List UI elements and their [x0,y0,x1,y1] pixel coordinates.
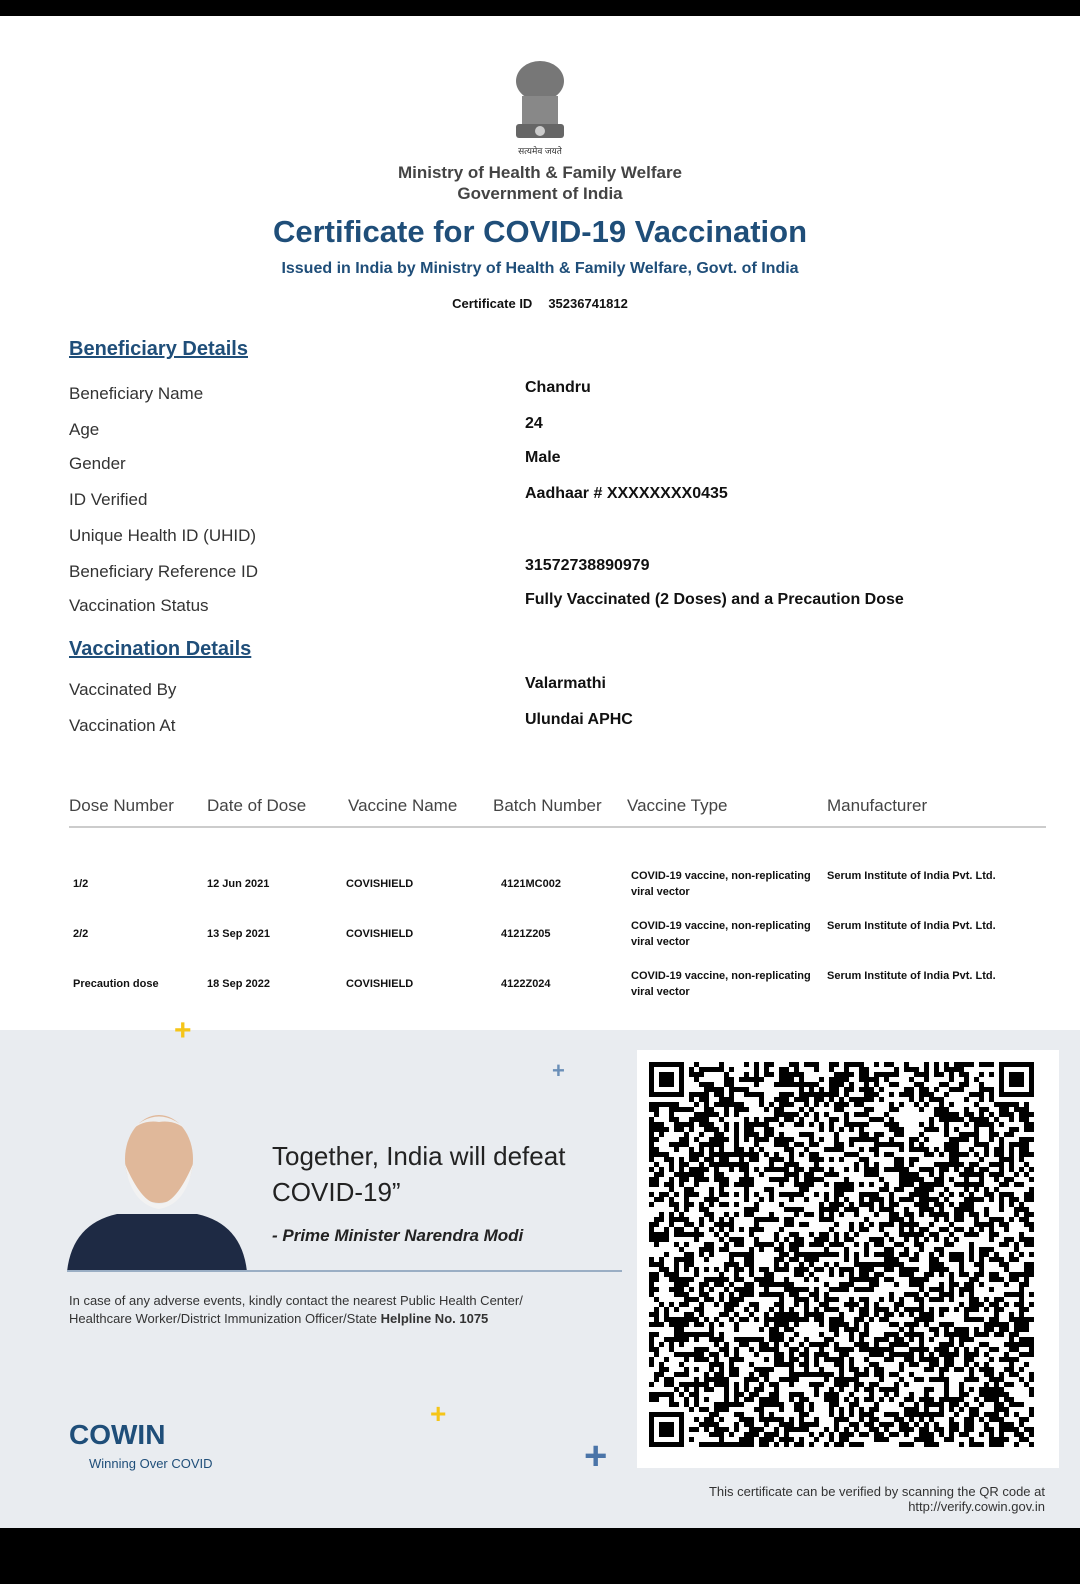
table-cell: 13 Sep 2021 [207,928,270,940]
field-value: Aadhaar # XXXXXXXX0435 [525,485,728,502]
table-divider [69,826,1046,828]
table-cell: 2/2 [73,928,89,940]
table-header: Vaccine Type [627,796,728,815]
plus-icon: + [552,1058,565,1083]
field-label: Age [69,420,100,439]
emblem-motto: सत्यमेव जयते [518,146,562,156]
table-header: Vaccine Name [348,796,458,815]
table-header: Date of Dose [207,796,307,815]
vaccination-heading: Vaccination Details [69,638,252,660]
field-label: Vaccinated By [69,680,177,699]
certificate-id: Certificate ID 35236741812 [452,296,628,311]
table-cell: 1/2 [73,878,89,890]
certificate-subtitle: Issued in India by Ministry of Health & Family Welfare, Govt. of India [281,260,799,277]
table-cell: COVID-19 vaccine, non-replicating viral vector [631,920,811,948]
field-value: Chandru [525,379,591,396]
table-cell: COVID-19 vaccine, non-replicating viral vector [631,870,811,898]
beneficiary-heading: Beneficiary Details [69,338,248,360]
plus-icon: + [174,1014,192,1047]
plus-icon: + [584,1434,608,1478]
table-cell: COVID-19 vaccine, non-replicating viral vector [631,970,811,998]
field-label: Beneficiary Reference ID [69,562,258,581]
field-value: Male [525,449,561,466]
table-cell: Serum Institute of India Pvt. Ltd. [827,920,996,932]
certificate-title: Certificate for COVID-19 Vaccination [272,214,808,249]
ashoka-emblem-icon [510,56,570,156]
ministry-heading: Ministry of Health & Family Welfare Government of India [397,163,683,203]
cowin-tagline: Winning Over COVID [89,1456,213,1471]
qr-code-panel [637,1050,1059,1468]
prime-minister-photo [67,1104,247,1272]
table-cell: Serum Institute of India Pvt. Ltd. [827,970,996,982]
table-cell: 4121MC002 [501,878,561,890]
field-value: Fully Vaccinated (2 Doses) and a Precaution Dose [525,591,904,608]
verify-note: This certificate can be verified by scanning the QR code at http://verify.cowin.gov.in [708,1484,1045,1514]
certificate-page [0,16,1080,1528]
qr-code [637,1050,1059,1468]
field-value: Ulundai APHC [525,711,633,728]
table-cell: Serum Institute of India Pvt. Ltd. [827,870,996,882]
field-label: Unique Health ID (UHID) [69,526,257,545]
field-value: 31572738890979 [525,557,650,574]
plus-icon: + [430,1398,447,1429]
table-cell: COVISHIELD [346,928,414,940]
adverse-events-note: In case of any adverse events, kindly contact the nearest Public Health Center/ Healthcare Worker/District Immunization Officer/State Helpline No. 1075 [69,1293,523,1326]
table-header: Manufacturer [827,796,928,815]
field-label: Beneficiary Name [69,384,204,403]
field-value: Valarmathi [525,675,606,692]
table-cell: Precaution dose [73,978,159,990]
field-label: Gender [69,454,126,473]
table-header: Batch Number [493,796,602,815]
table-cell: 18 Sep 2022 [207,978,270,990]
footer-divider [67,1270,622,1272]
table-cell: 12 Jun 2021 [207,878,270,890]
field-label: ID Verified [69,490,148,509]
table-cell: COVISHIELD [346,978,414,990]
quote-author: - Prime Minister Narendra Modi [272,1226,524,1245]
cowin-logo: COWIN [69,1419,166,1450]
field-label: Vaccination Status [69,596,209,615]
field-value: 24 [525,415,543,432]
table-cell: 4121Z205 [501,928,551,940]
table-header: Dose Number [69,796,174,815]
table-cell: 4122Z024 [501,978,551,990]
table-cell: COVISHIELD [346,878,414,890]
field-label: Vaccination At [69,716,176,735]
quote-text: Together, India will defeat COVID-19” [272,1141,566,1207]
